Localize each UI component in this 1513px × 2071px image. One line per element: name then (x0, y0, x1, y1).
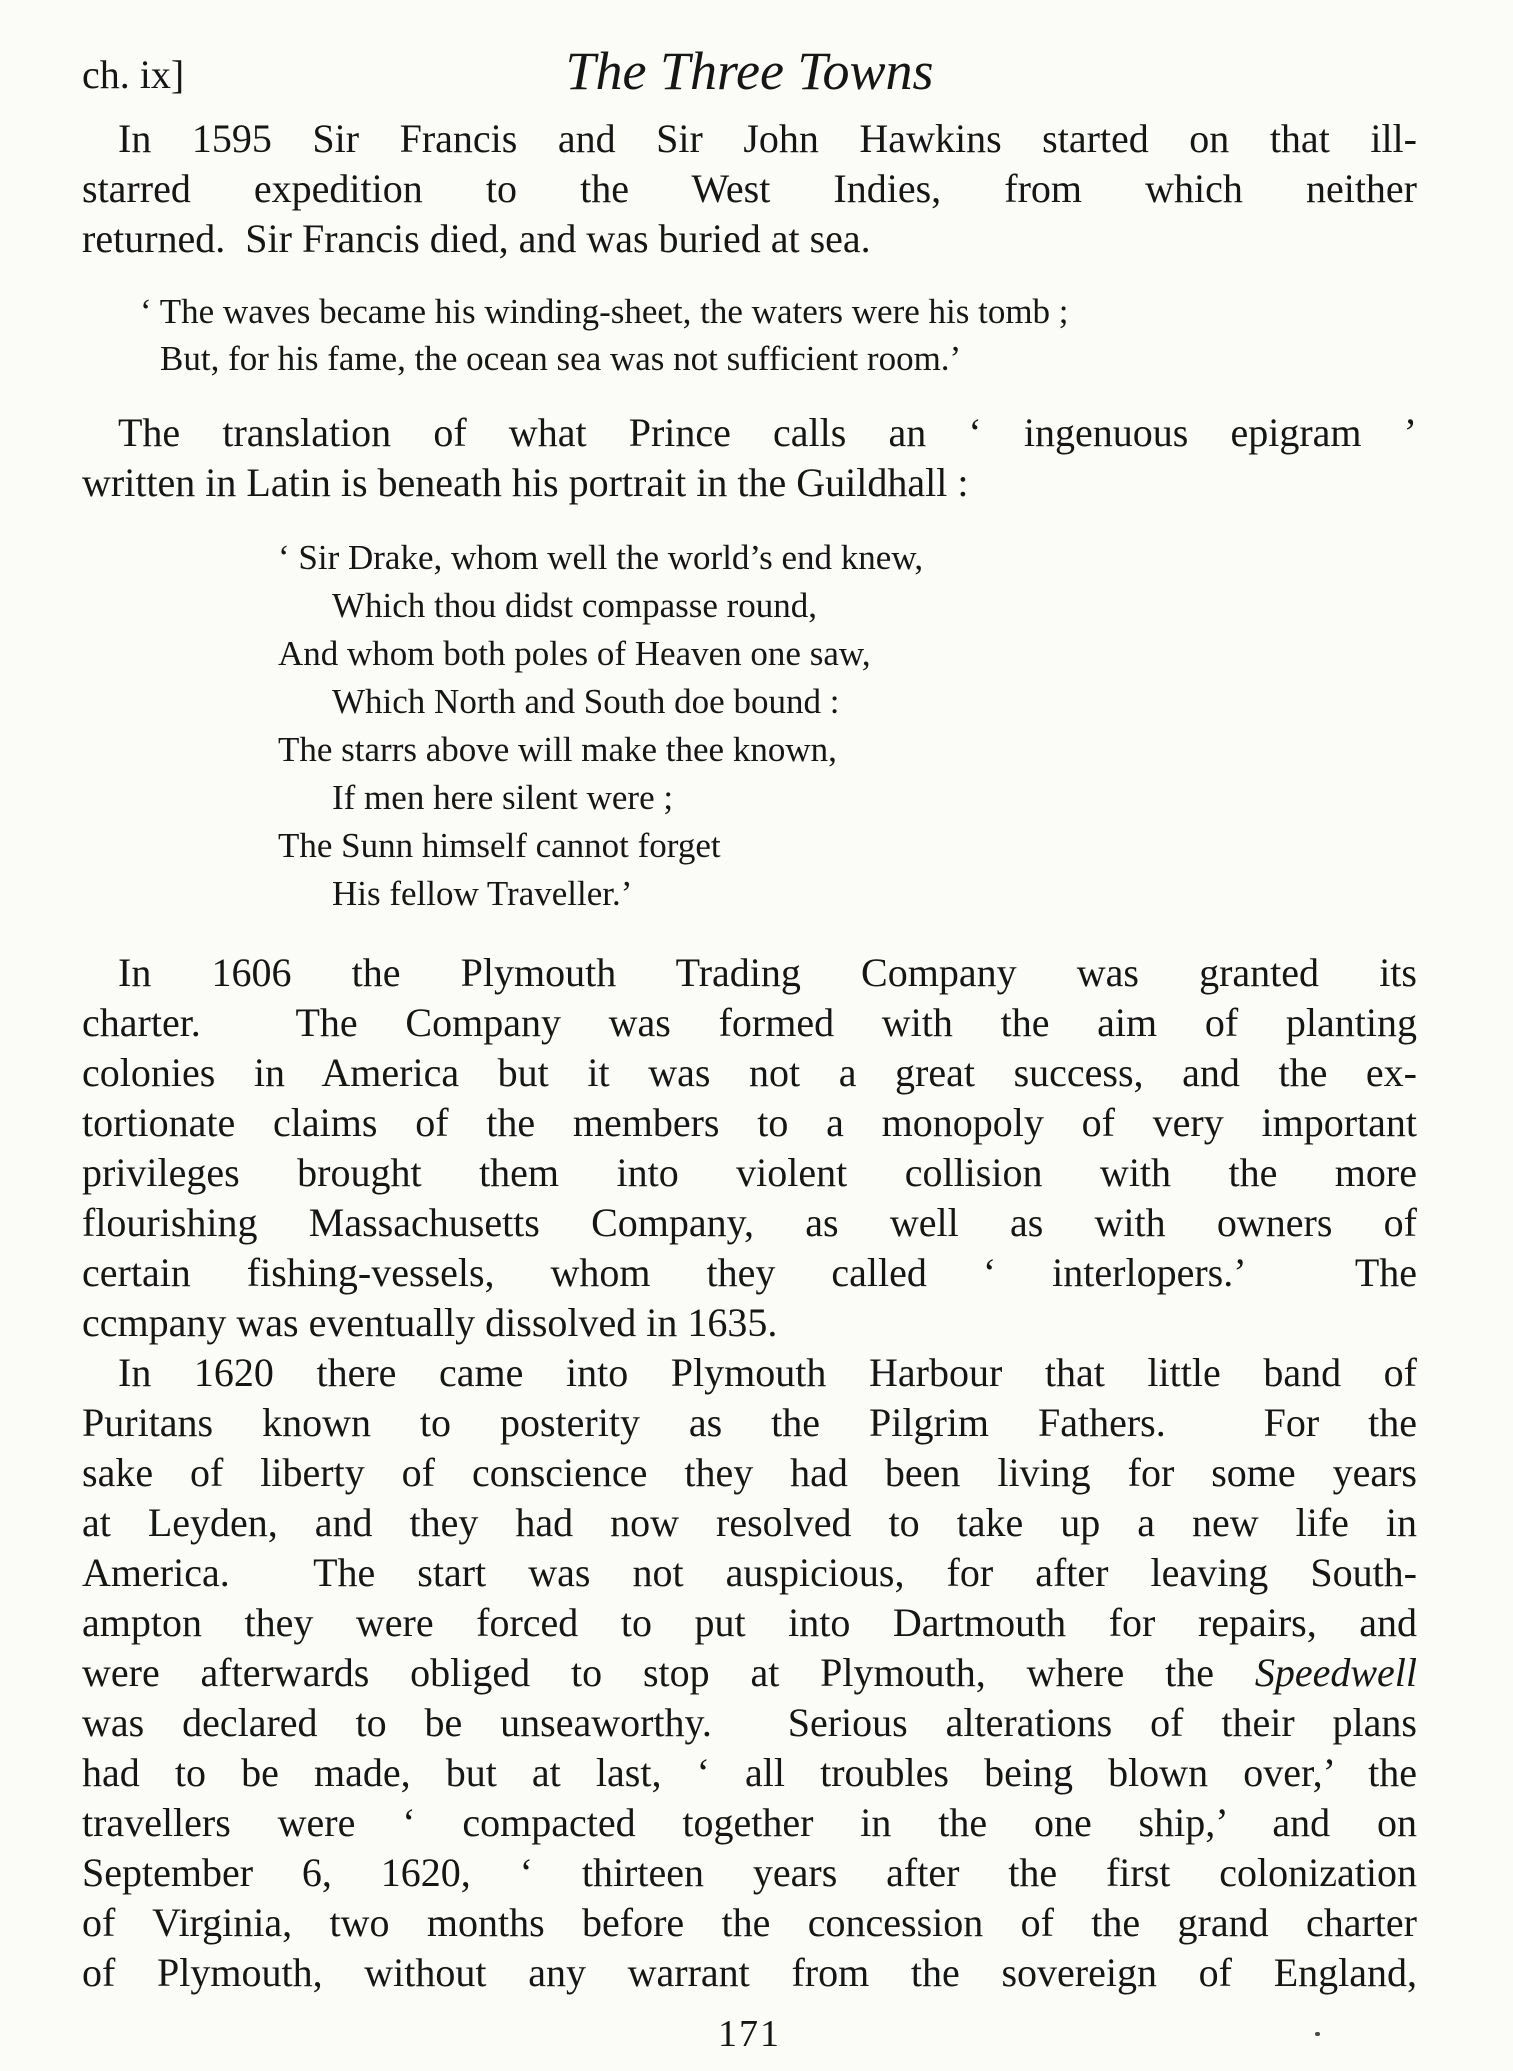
text-line (278, 534, 1417, 582)
text-line (278, 630, 1417, 678)
text-line (82, 948, 1417, 998)
text-segment: returned. Sir Francis died, and was buried at sea. (82, 216, 871, 261)
text-segment: The Sunn himself cannot forget (278, 826, 721, 865)
text-segment: ‘ The waves became his winding-sheet, the waters were his tomb ; (140, 292, 1069, 331)
page-number: 171 (718, 2013, 781, 2055)
poem-block (278, 534, 1417, 918)
text-segment: were afterwards obliged to stop at Plymouth, where the (82, 1650, 1255, 1695)
text-line (82, 1898, 1417, 1948)
text-line (82, 114, 1417, 164)
text-line (82, 1598, 1417, 1648)
text-line (82, 1048, 1417, 1098)
text-line (82, 1848, 1417, 1898)
text-line (82, 458, 1417, 508)
text-line (82, 998, 1417, 1048)
text-segment: privileges brought them into violent collision with the more (82, 1150, 1417, 1195)
text-line (82, 214, 1417, 264)
text-segment: But, for his fame, the ocean sea was not sufficient room.’ (160, 339, 962, 378)
chapter-label: ch. ix] (82, 52, 185, 97)
text-line (332, 582, 1417, 630)
text-segment: charter. The Company was formed with the aim of planting (82, 1000, 1417, 1045)
text-line (278, 726, 1417, 774)
text-segment: If men here silent were ; (332, 778, 674, 817)
text-line (82, 1348, 1417, 1398)
text-line (82, 1698, 1417, 1748)
paragraph-block (82, 408, 1417, 508)
text-segment: The translation of what Prince calls an ‘ ingenuous epigram ’ (118, 410, 1417, 455)
text-segment: Which thou didst compasse round, (332, 586, 818, 625)
text-segment: September 6, 1620, ‘ thirteen years after the first colonization (82, 1850, 1417, 1895)
text-body (82, 114, 1417, 1998)
text-line (332, 678, 1417, 726)
paragraph-block (82, 1348, 1417, 1998)
italic-ship-name: Speedwell (1254, 1650, 1417, 1695)
text-segment: And whom both poles of Heaven one saw, (278, 634, 871, 673)
text-line (82, 1548, 1417, 1598)
text-segment: colonies in America but it was not a great success, and the ex- (82, 1050, 1417, 1095)
text-segment: was declared to be unseaworthy. Serious alterations of their plans (82, 1700, 1417, 1745)
text-line (82, 1748, 1417, 1798)
text-segment: tortionate claims of the members to a monopoly of very important (82, 1100, 1417, 1145)
text-segment: In 1620 there came into Plymouth Harbour that little band of (118, 1350, 1417, 1395)
text-segment: certain fishing-vessels, whom they called ‘ interlopers.’ The (82, 1250, 1417, 1295)
text-segment: of Plymouth, without any warrant from the sovereign of England, (82, 1950, 1417, 1995)
text-line (82, 1298, 1417, 1348)
text-segment: starred expedition to the West Indies, from which neither (82, 166, 1417, 211)
text-line (82, 1198, 1417, 1248)
text-segment: The starrs above will make thee known, (278, 730, 837, 769)
text-segment: ccmpany was eventually dissolved in 1635. (82, 1300, 778, 1345)
text-line (82, 1948, 1417, 1998)
text-segment: travellers were ‘ compacted together in the one ship,’ and on (82, 1800, 1417, 1845)
text-line (82, 1498, 1417, 1548)
text-line (82, 1248, 1417, 1298)
text-line (332, 774, 1417, 822)
text-line (82, 1398, 1417, 1448)
text-line (82, 1648, 1417, 1698)
text-segment: In 1606 the Plymouth Trading Company was granted its (118, 950, 1417, 995)
text-segment: In 1595 Sir Francis and Sir John Hawkins started on that ill- (118, 116, 1417, 161)
text-line (82, 408, 1417, 458)
paragraph-block (82, 948, 1417, 1348)
text-segment: sake of liberty of conscience they had been living for some years (82, 1450, 1417, 1495)
text-segment: had to be made, but at last, ‘ all troubles being blown over,’ the (82, 1750, 1417, 1795)
text-segment: flourishing Massachusetts Company, as well as with owners of (82, 1200, 1417, 1245)
page-title: The Three Towns (565, 41, 934, 101)
text-line (82, 1148, 1417, 1198)
paragraph-block (82, 114, 1417, 264)
text-segment: Puritans known to posterity as the Pilgrim Fathers. For the (82, 1400, 1417, 1445)
scan-artifact-dot (1315, 2032, 1320, 2036)
text-segment: America. The start was not auspicious, for after leaving South- (82, 1550, 1417, 1595)
text-segment: at Leyden, and they had now resolved to take up a new life in (82, 1500, 1417, 1545)
page-header (82, 26, 1417, 102)
text-line (82, 1798, 1417, 1848)
text-segment: of Virginia, two months before the concession of the grand charter (82, 1900, 1417, 1945)
text-line (140, 288, 1417, 335)
text-segment: written in Latin is beneath his portrait in the Guildhall : (82, 460, 969, 505)
text-segment: ‘ Sir Drake, whom well the world’s end knew, (278, 538, 924, 577)
text-line (82, 1448, 1417, 1498)
text-line (278, 822, 1417, 870)
text-line (82, 164, 1417, 214)
text-line (332, 870, 1417, 918)
text-segment: ampton they were forced to put into Dartmouth for repairs, and (82, 1600, 1417, 1645)
text-line (82, 1098, 1417, 1148)
text-segment: His fellow Traveller.’ (332, 874, 633, 913)
text-line (160, 335, 1417, 382)
quote-block (140, 288, 1417, 382)
text-segment: Which North and South doe bound : (332, 682, 840, 721)
